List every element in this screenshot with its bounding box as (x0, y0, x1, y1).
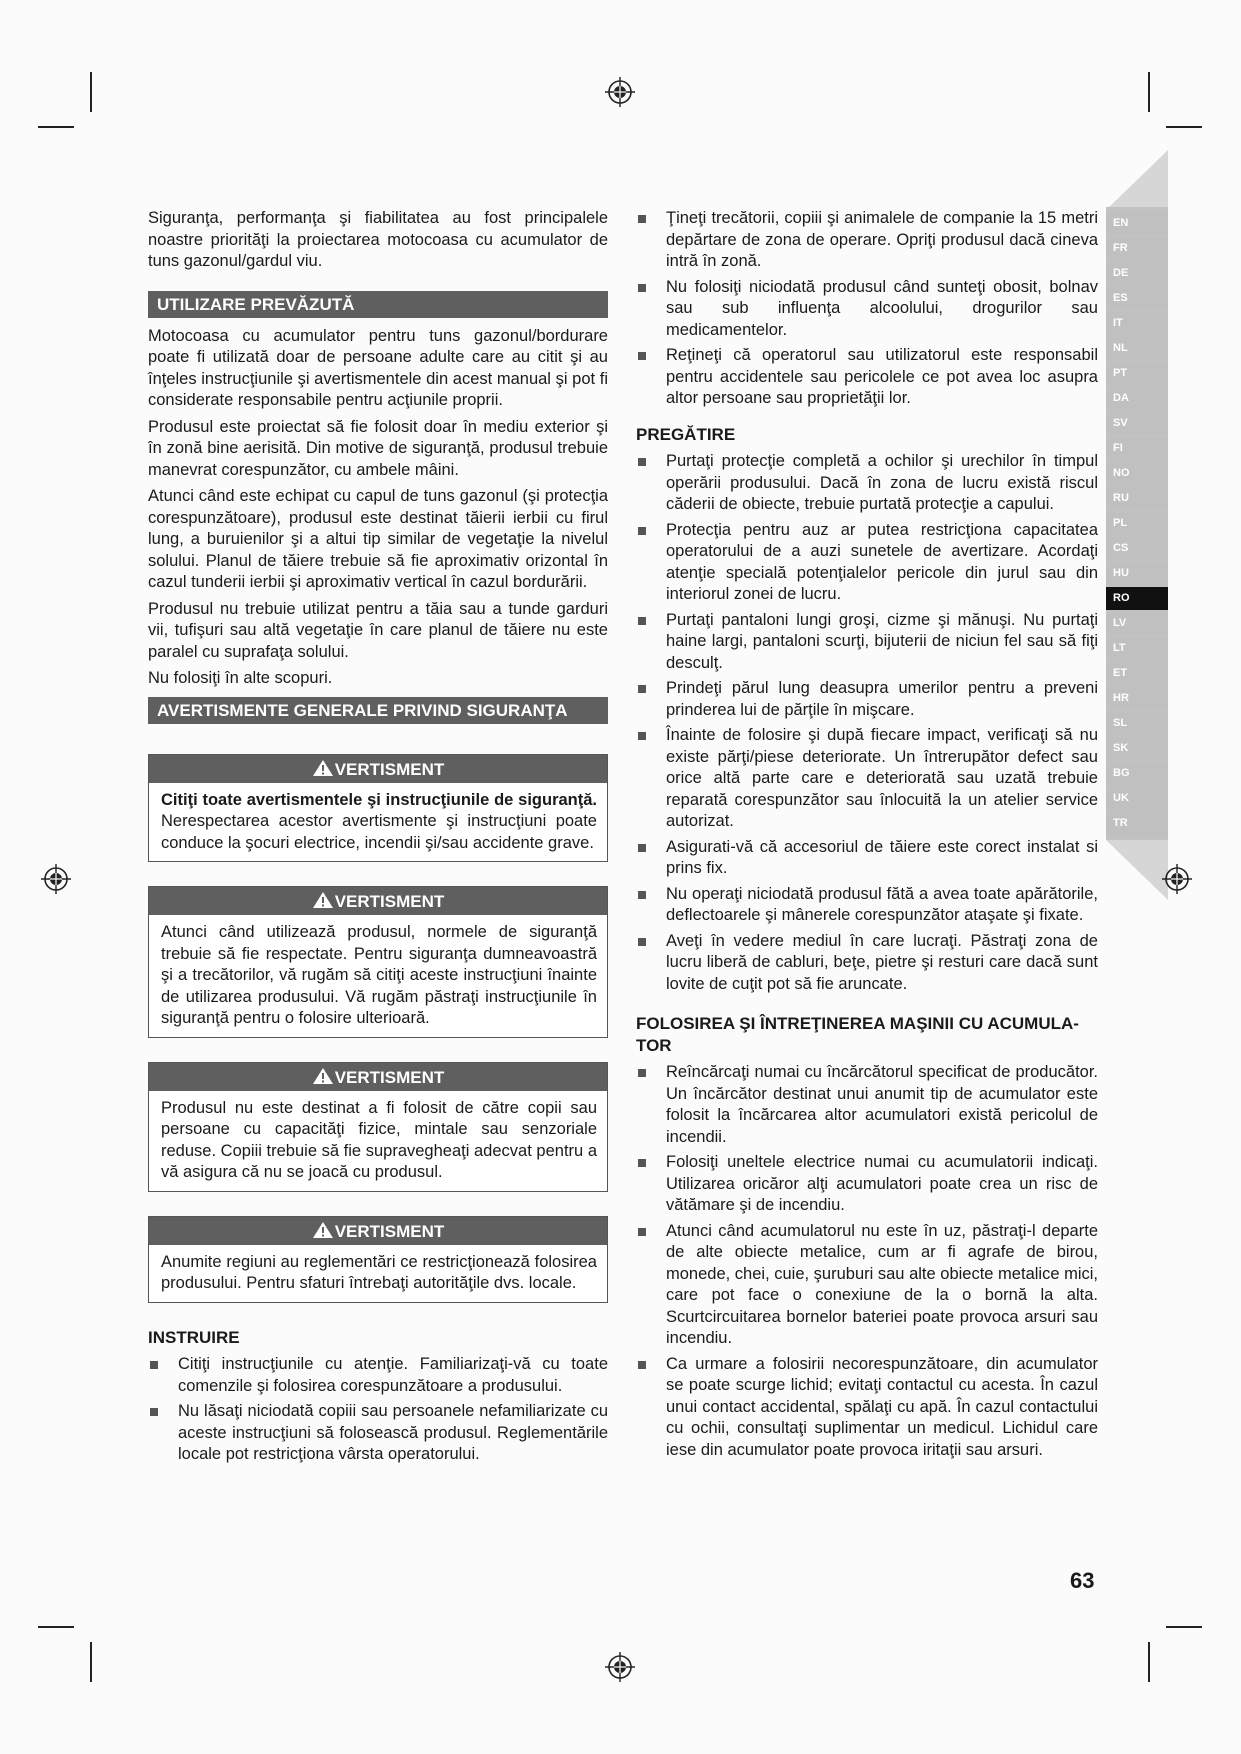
language-tab-es: ES (1106, 287, 1168, 310)
warning-text: Atunci când utilizează produsul, normele de siguranţă trebuie să fie respectate. Pentru siguranţa dumneavoastră şi a trecătorilor, vă rugăm să citiţi aceste instrucţiuni înainte de utilizarea produsului. Vă rugăm păstraţi instrucţiunile în siguranţă pentru o folosire ulterioară. (161, 923, 597, 1027)
crop-mark (38, 1626, 74, 1628)
language-tab-sv: SV (1106, 412, 1168, 435)
section-heading-training: INSTRUIRE (148, 1327, 240, 1347)
warning-label: VERTISMENT (334, 892, 445, 911)
warning-text: Anumite regiuni au reglementări ce restricţionează folosirea produsului. Pentru sfaturi întrebaţi autorităţile dvs. locale. (161, 1252, 597, 1292)
warning-header (149, 1063, 607, 1091)
language-tab-lv: LV (1106, 612, 1168, 635)
language-tab-de: DE (1106, 262, 1168, 285)
language-tab-sl: SL (1106, 712, 1168, 735)
section-heading-battery-use: FOLOSIREA ŞI ÎNTREŢINEREA MAŞINII CU ACUMULA-TOR (636, 1014, 1079, 1055)
crop-mark (38, 126, 74, 128)
warning-header (149, 1217, 607, 1245)
crop-mark (1166, 1626, 1202, 1628)
language-tab-pl: PL (1106, 512, 1168, 535)
warning-text: Produsul nu este destinat a fi folosit de către copii sau persoane cu capacităţi fizice, mintale sau senzoriale reduse. Copiii trebuie să fie supravegheaţi adecvat pentru a vă asigura că nu se joacă cu produsul. (161, 1098, 597, 1181)
list-item: Ţineţi trecătorii, copiii şi animalele de companie la 15 metri depărtare de zona de operare. Opriţi produsul dacă cineva intră în zonă. (636, 208, 1098, 273)
language-tab-bg: BG (1106, 762, 1168, 785)
warning-triangle-icon (312, 1067, 334, 1085)
registration-mark-icon (605, 77, 635, 107)
language-tab-fi: FI (1106, 437, 1168, 460)
paragraph: Produsul este proiectat să fie folosit doar în mediu exterior şi în zonă bine aerisită. Din motive de siguranţă, produsul trebuie manevrat corespunzător, cu ambele mâini. (148, 417, 608, 479)
warning-label: VERTISMENT (334, 1221, 445, 1241)
registration-mark-icon (605, 1652, 635, 1682)
registration-mark-icon (41, 864, 71, 894)
language-tab-sk: SK (1106, 737, 1168, 760)
language-tab-fr: FR (1106, 237, 1168, 260)
language-tab-pt: PT (1106, 362, 1168, 385)
warning-triangle-icon (312, 759, 334, 777)
language-tab-nl: NL (1106, 337, 1168, 360)
section-heading-intended-use: UTILIZARE PREVĂZUTĂ (148, 291, 608, 318)
language-tab-da: DA (1106, 387, 1168, 410)
warning-triangle-icon (312, 1221, 334, 1239)
left-column (148, 208, 608, 1470)
page-number: 63 (1070, 1568, 1095, 1593)
section-heading-preparation: PREGĂTIRE (636, 424, 736, 444)
warning-header (149, 887, 607, 915)
language-tab-it: IT (1106, 312, 1168, 335)
warning-label: VERTISMENT (334, 1067, 445, 1087)
crop-mark (90, 72, 92, 112)
right-column (636, 208, 1098, 1465)
paragraph: Atunci când este echipat cu capul de tuns gazonul (şi protecţia corespunzătoare), produsul este destinat tăierii ierbii cu firul lung, a buruienilor şi a altui tip similar de vegetaţie la nivelul solului. Planul de tăiere trebuie să fie aproximativ orizontal în cazul tunderii ierbii şi aproximativ vertical în cazul bordurării. (148, 487, 608, 591)
list-item: Folosiţi uneltele electrice numai cu acumulatorii indicaţi. Utilizarea oricăror alţi acumulatori poate crea un risc de vătămare şi de incendiu. (636, 1152, 1098, 1217)
warning-label: VERTISMENT (334, 759, 445, 779)
language-tab-hu: HU (1106, 562, 1168, 585)
language-tab-hr: HR (1106, 687, 1168, 710)
list-item: Purtaţi pantaloni lungi groşi, cizme şi mănuşi. Nu purtaţi haine largi, pantaloni scurţi, bijuterii de niciun fel sau să fiţi desculţ. (636, 610, 1098, 675)
list-item: Reîncărcaţi numai cu încărcătorul specificat de producător. Un încărcător destinat unui anumit tip de acumulator este folosit la încărcarea altor acumulatori există pericolul de incendii. (636, 1062, 1098, 1148)
paragraph: Produsul nu trebuie utilizat pentru a tăia sau a tunde garduri vii, tufişuri sau altă vegetaţie în care planul de tăiere nu este paralel cu suprafaţa solului. (148, 599, 608, 661)
registration-mark-icon (1162, 864, 1192, 894)
list-item: Atunci când acumulatorul nu este în uz, păstraţi-l departe de alte obiecte metalice, cum ar fi agrafe de birou, monede, chei, cuie, şuruburi sau alte obiecte metalice mici, care pot face o conexiune de la o bornă la alta. Scurtcircuitarea bornelor bateriei poate provoca arsuri sau incendiu. (636, 1221, 1098, 1350)
paragraph: Nu folosiţi în alte scopuri. (148, 669, 333, 687)
warning-box (148, 754, 608, 863)
list-item: Reţineţi că operatorul sau utilizatorul este responsabil pentru accidentele sau pericolele ce pot avea loc asupra altor persoane sau proprietăţii lor. (636, 345, 1098, 410)
language-tab-uk: UK (1106, 787, 1168, 810)
list-item: Purtaţi protecţie completă a ochilor şi urechilor în timpul operării produsului. Dacă în zona de lucru există riscul căderii de obiecte, trebuie purtată protecţie a capului. (636, 451, 1098, 516)
list-item: Nu lăsaţi niciodată copiii sau persoanele nefamiliarizate cu aceste instrucţiuni să folosească produsul. Reglementările locale pot restricţiona vârsta operatorului. (148, 1401, 608, 1466)
list-item: Asigurati-vă că accesoriul de tăiere este corect instalat si prins fix. (636, 837, 1098, 880)
language-tab-en: EN (1106, 212, 1168, 235)
warning-header (149, 755, 607, 783)
list-item: Prindeţi părul lung deasupra umerilor pentru a preveni prinderea lui de părţile în mişcare. (636, 678, 1098, 721)
language-tab-no: NO (1106, 462, 1168, 485)
language-tab-lt: LT (1106, 637, 1168, 660)
warning-box (148, 1062, 608, 1192)
crop-mark (90, 1642, 92, 1682)
crop-mark (1166, 126, 1202, 128)
intro-paragraph: Siguranţa, performanţa şi fiabilitatea au fost principalele noastre priorităţi la proiectarea motocoasa cu acumulator de tuns gazonul/gardul viu. (148, 209, 608, 270)
crop-mark (1148, 72, 1150, 112)
list-item: Aveţi în vedere mediul în care lucraţi. Păstraţi zona de lucru liberă de cabluri, beţe, pietre şi resturi care dacă sunt lovite de cuţit pot să fie aruncate. (636, 931, 1098, 996)
warning-body-text: Nerespectarea acestor avertismente şi instrucţiuni poate conduce la şocuri electrice, incendii şi/sau accidente grave. (161, 812, 597, 852)
language-tab-ru: RU (1106, 487, 1168, 510)
training-list (148, 1354, 608, 1466)
warning-box (148, 1216, 608, 1303)
list-item: Înainte de folosire şi după fiecare impact, verificaţi să nu existe părţi/piese deteriorate. Un întrerupător defect sau orice altă parte care e deteriorată sau uzată trebuie reparată corespunzător sau înlocuită la un atelier service autorizat. (636, 725, 1098, 833)
preparation-list (636, 451, 1098, 995)
list-item: Citiţi instrucţiunile cu atenţie. Familiarizaţi-vă cu toate comenzile şi folosirea corespunzătoare a produsului. (148, 1354, 608, 1397)
section-heading-general-warnings: AVERTISMENTE GENERALE PRIVIND SIGURANŢA (148, 697, 608, 724)
warning-box (148, 886, 608, 1038)
list-item: Protecţia pentru auz ar putea restricţiona capacitatea operatorului de a auzi sunetele de avertizare. Acordaţi atenţie specială potenţialelor pericole din jurul sau din interiorul zonei de lucru. (636, 520, 1098, 606)
training-list-continued (636, 208, 1098, 410)
crop-mark (1148, 1642, 1150, 1682)
language-tab-ro: RO (1106, 587, 1168, 610)
language-tab-tr: TR (1106, 812, 1168, 835)
list-item: Ca urmare a folosirii necorespunzătoare, din acumulator se poate scurge lichid; evitaţi contactul cu acesta. În cazul unui contact accidental, spălaţi cu apă. În cazul contactului cu ochii, consultaţi suplimentar un medicul. Lichidul care iese din acumulator poate provoca iritaţii sau arsuri. (636, 1354, 1098, 1462)
list-item: Nu folosiţi niciodată produsul când sunteţi obosit, bolnav sau sub influenţa alcoolului, drogurilor sau medicamentelor. (636, 277, 1098, 342)
language-tab-cs: CS (1106, 537, 1168, 560)
list-item: Nu operaţi niciodată produsul fătă a avea toate apărătorile, deflectoarele şi mânerele corespunzător ataşate şi fixate. (636, 884, 1098, 927)
battery-use-list (636, 1062, 1098, 1461)
warning-bold-lead: Citiţi toate avertismentele şi instrucţiunile de siguranţă. (161, 790, 597, 809)
language-tab-et: ET (1106, 662, 1168, 685)
warning-text (149, 783, 607, 862)
paragraph: Motocoasa cu acumulator pentru tuns gazonul/bordurare poate fi utilizată doar de persoane adulte care au citit şi au înţeles instrucţiunile şi avertismentele din acest manual şi pot fi considerate responsabile pentru acţiunile proprii. (148, 326, 608, 409)
warning-triangle-icon (312, 891, 334, 909)
